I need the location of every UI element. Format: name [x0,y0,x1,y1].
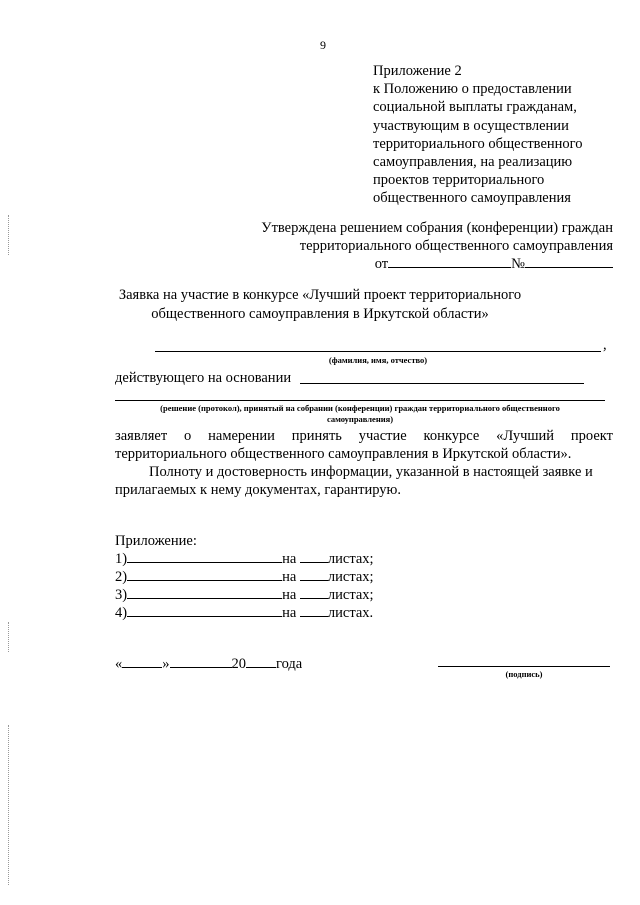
appendix-line: социальной выплаты гражданам, [373,99,577,116]
statement-line-2: территориального общественного самоуправления в Иркутской области». [115,446,572,462]
approval-date-number-row [261,255,613,273]
appendix-line: общественного самоуправления [373,190,571,207]
application-title [110,286,530,324]
attachment-item [115,586,374,604]
title-line-2: общественного самоуправления в Иркутской области» [151,306,489,322]
attachment-name-field[interactable] [127,568,282,581]
page-number: 9 [320,38,326,52]
open-quote: « [115,656,123,672]
title-line-1: Заявка на участие в конкурсе «Лучший проект территориального [118,287,522,303]
attachment-sheets-label: листах; [327,587,374,603]
margin-mark [8,622,10,652]
approval-date-field[interactable] [388,255,511,268]
attachment-on-label: на [282,587,297,603]
approval-block [261,219,613,274]
month-field[interactable] [170,655,232,668]
approval-line-1: Утверждена решением собрания (конференции) граждан [261,220,613,236]
attachments-heading: Приложение: [115,533,197,549]
appendix-line: Приложение 2 [373,63,462,79]
year-suffix: года [276,656,303,672]
attachment-sheets-label: листах; [327,569,374,585]
signature-caption: (подпись) [505,669,543,679]
attachment-sheets-field[interactable] [300,568,328,581]
attachment-name-field[interactable] [127,550,282,563]
attachment-sheets-field[interactable] [300,604,328,617]
from-label: от [374,256,389,273]
appendix-line: к Положению о предоставлении [373,81,572,98]
attachment-on-label: на [282,605,297,621]
decision-field[interactable] [115,400,605,401]
appendix-line: проектов территориального [373,172,545,189]
fio-caption: (фамилия, имя, отчество) [328,355,428,365]
number-label: № [511,256,525,273]
attachment-sheets-field[interactable] [300,586,328,599]
approval-number-field[interactable] [525,255,613,268]
attachment-sheets-label: листах; [327,551,374,567]
day-field[interactable] [122,655,162,668]
attachment-item [115,550,374,568]
attachment-on-label: на [282,551,297,567]
guarantee-line-1: Полноту и достоверность информации, указанной в настоящей заявке и [149,464,593,480]
guarantee-line-2: прилагаемых к нему документах, гарантирую. [115,482,402,498]
attachment-sheets-label: листах. [327,605,374,621]
decision-caption-line-2: самоуправления) [326,414,394,424]
attachment-name-field[interactable] [127,586,282,599]
statement-line-1: заявляет о намерении принять участие конкурсе «Лучший проект [115,428,613,444]
date-row [115,655,302,673]
appendix-line: территориального общественного [373,135,583,152]
signature-field[interactable] [438,666,610,667]
appendix-header [373,62,583,208]
margin-mark [8,725,10,885]
margin-mark [8,215,10,255]
attachment-number: 4) [115,605,128,621]
decision-caption-line-1: (решение (протокол), принятый на собрании (конференции) граждан территориального общественного [160,403,560,413]
attachment-item [115,568,374,586]
fio-field[interactable] [155,351,601,352]
attachment-number: 2) [115,569,128,585]
fio-comma: , [603,337,607,353]
appendix-line: самоуправления, на реализацию [373,154,573,171]
year-prefix: 20 [231,656,246,672]
basis-label: действующего на основании [115,370,292,386]
basis-field[interactable] [300,383,584,384]
attachment-name-field[interactable] [127,604,282,617]
attachment-on-label: на [282,569,297,585]
close-quote: » [162,656,170,672]
year-field[interactable] [246,655,276,668]
attachment-sheets-field[interactable] [300,550,328,563]
attachment-number: 1) [115,551,128,567]
attachment-item [115,604,373,622]
approval-line-2: территориального общественного самоуправления [299,238,613,255]
appendix-line: участвующим в осуществлении [373,117,569,134]
decision-caption [115,403,605,425]
attachment-number: 3) [115,587,128,603]
